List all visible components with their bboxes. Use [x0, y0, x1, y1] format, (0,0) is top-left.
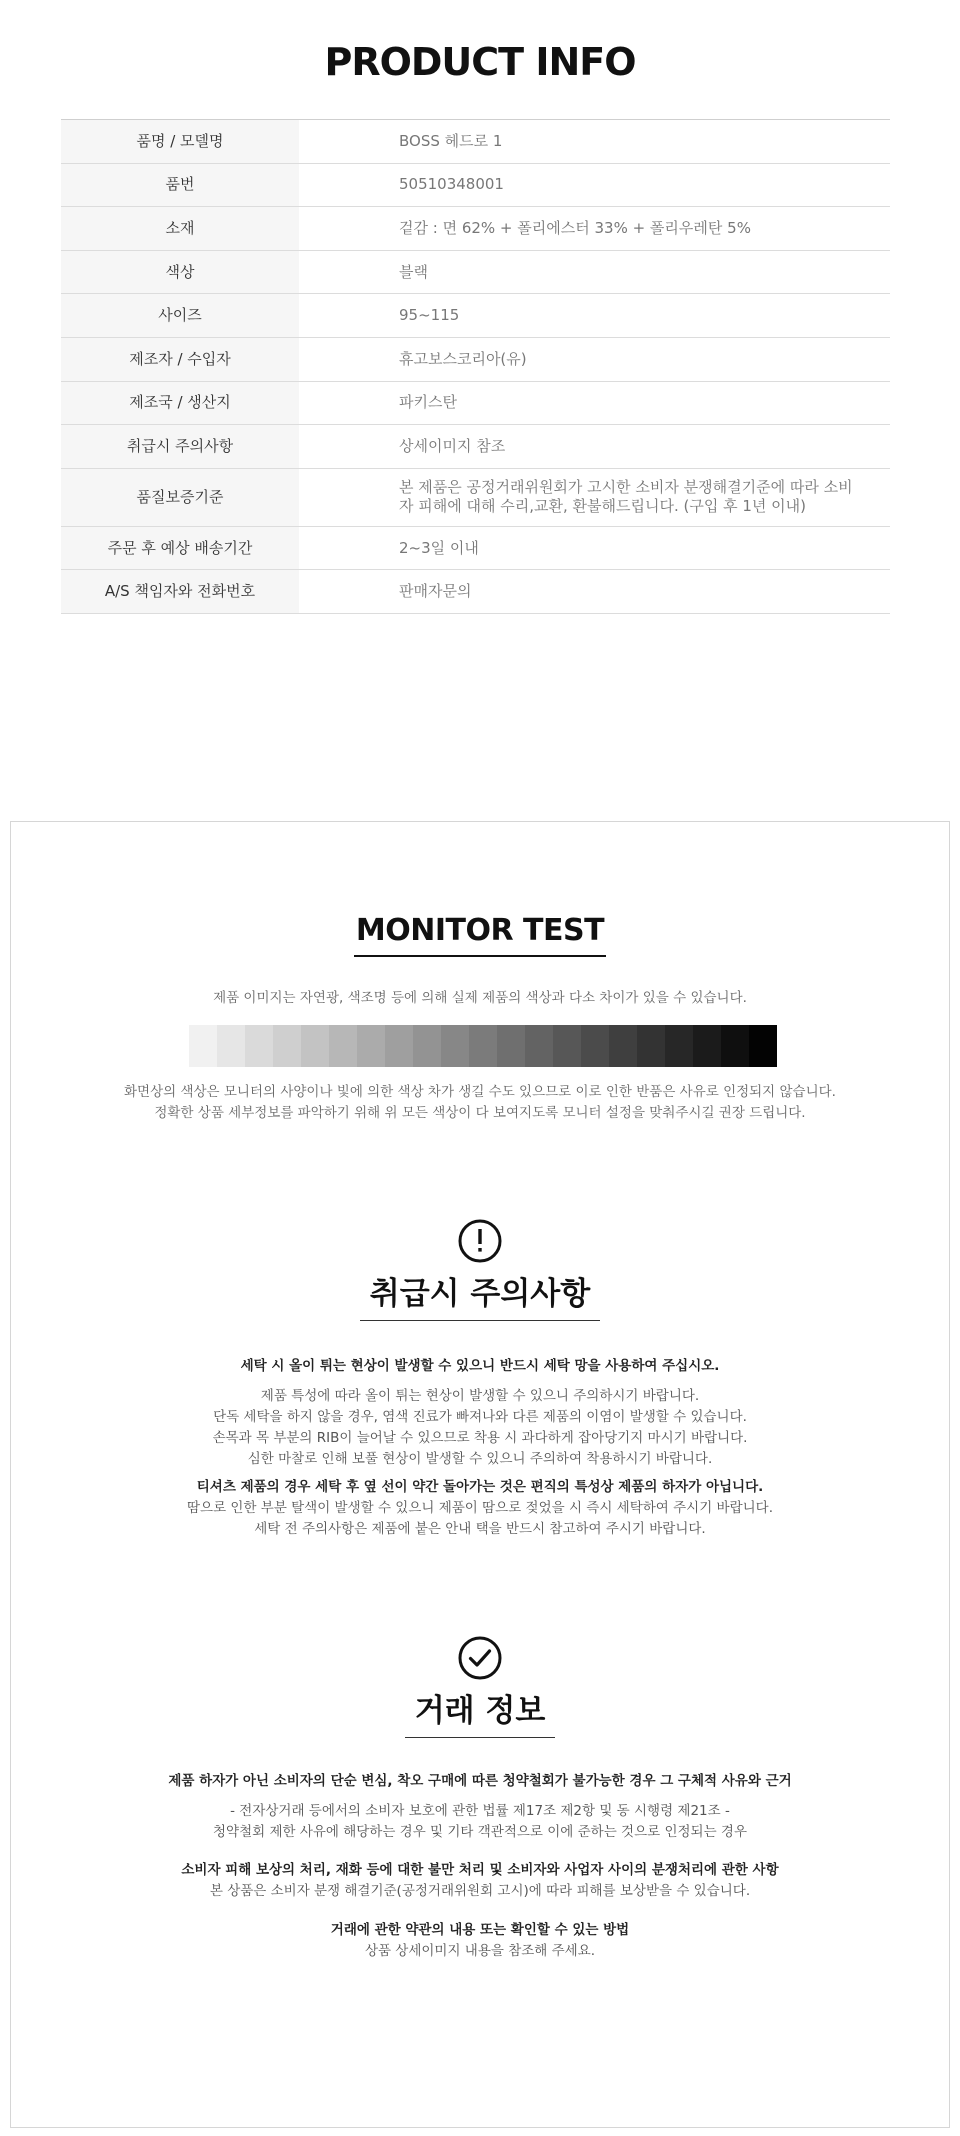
monitor-test-intro: 제품 이미지는 자연광, 색조명 등에 의해 실제 제품의 색상과 다소 차이가 있을 수 있습니다.: [213, 990, 747, 1006]
gray-swatch: [609, 1025, 637, 1067]
trade-bold-1: 제품 하자가 아닌 소비자의 단순 변심, 착오 구매에 따른 청약철회가 불가능한 경우 그 구체적 사유와 근거: [168, 1773, 792, 1789]
gray-swatch: [525, 1025, 553, 1067]
care-bold-1: 세탁 시 올이 튀는 현상이 발생할 수 있으니 반드시 세탁 망을 사용하여 주십시오.: [240, 1358, 720, 1374]
exclamation-circle-icon: [456, 1217, 504, 1265]
gray-swatch: [329, 1025, 357, 1067]
info-value: 겉감 : 면 62% + 폴리에스터 33% + 폴리우레탄 5%: [299, 207, 890, 251]
info-value: 휴고보스코리아(유): [299, 337, 890, 381]
info-value: 상세이미지 참조: [299, 425, 890, 469]
trade-line-4: 상품 상세이미지 내용을 참조해 주세요.: [364, 1943, 596, 1959]
trade-bold-2: 소비자 피해 보상의 처리, 재화 등에 대한 불만 처리 및 소비자와 사업자 사이의 분쟁처리에 관한 사항: [181, 1862, 779, 1878]
info-row: [61, 294, 890, 338]
care-title: 취급시 주의사항: [360, 1274, 600, 1321]
trade-line-1: - 전자상거래 등에서의 소비자 보호에 관한 법률 제17조 제2항 및 동 시행령 제21조 -: [230, 1803, 730, 1819]
gray-swatch: [749, 1025, 777, 1067]
monitor-test-title: MONITOR TEST: [354, 913, 606, 957]
info-row: [61, 163, 890, 207]
info-row: [61, 250, 890, 294]
care-line-4: 심한 마찰로 인해 보풀 현상이 발생할 수 있으니 주의하여 착용하시기 바랍니다.: [247, 1451, 713, 1467]
info-row: [61, 337, 890, 381]
info-value: 95~115: [299, 294, 890, 338]
gray-swatch: [385, 1025, 413, 1067]
info-value: 판매자문의: [299, 570, 890, 614]
gray-swatch: [301, 1025, 329, 1067]
gray-swatch: [665, 1025, 693, 1067]
gray-swatch: [721, 1025, 749, 1067]
info-value: 50510348001: [299, 163, 890, 207]
care-line-2: 단독 세탁을 하지 않을 경우, 염색 진료가 빠져나와 다른 제품의 이염이 발생할 수 있습니다.: [213, 1409, 747, 1425]
trade-title: 거래 정보: [405, 1691, 556, 1738]
gray-swatch: [217, 1025, 245, 1067]
info-value: 2~3일 이내: [299, 526, 890, 570]
grayscale-bar: [189, 1025, 777, 1067]
info-label: 취급시 주의사항: [61, 425, 299, 469]
gray-swatch: [189, 1025, 217, 1067]
care-line-5: 땀으로 인한 부분 탈색이 발생할 수 있으니 제품이 땀으로 젖었을 시 즉시 세탁하여 주시기 바랍니다.: [186, 1500, 773, 1516]
gray-swatch: [441, 1025, 469, 1067]
care-line-1: 제품 특성에 따라 올이 튀는 현상이 발생할 수 있으니 주의하시기 바랍니다.: [260, 1388, 700, 1404]
info-value: 본 제품은 공정거래위원회가 고시한 소비자 분쟁해결기준에 따라 소비자 피해에 대해 수리,교환, 환불해드립니다. (구입 후 1년 이내): [299, 468, 890, 526]
info-label: 제조자 / 수입자: [61, 337, 299, 381]
gray-swatch: [469, 1025, 497, 1067]
info-value: 블랙: [299, 250, 890, 294]
product-info-title: PRODUCT INFO: [324, 40, 636, 84]
gray-swatch: [693, 1025, 721, 1067]
monitor-note-1: 화면상의 색상은 모니터의 사양이나 빛에 의한 색상 차가 생길 수도 있으므로 이로 인한 반품은 사유로 인정되지 않습니다.: [124, 1084, 836, 1100]
info-label: 품질보증기준: [61, 468, 299, 526]
trade-line-2: 청약철회 제한 사유에 해당하는 경우 및 기타 객관적으로 이에 준하는 것으로 인정되는 경우: [212, 1824, 747, 1840]
gray-swatch: [637, 1025, 665, 1067]
gray-swatch: [581, 1025, 609, 1067]
gray-swatch: [357, 1025, 385, 1067]
info-panel: [10, 821, 950, 2128]
info-label: 품번: [61, 163, 299, 207]
gray-swatch: [245, 1025, 273, 1067]
info-label: 주문 후 예상 배송기간: [61, 526, 299, 570]
gray-swatch: [273, 1025, 301, 1067]
info-label: 색상: [61, 250, 299, 294]
info-label: 사이즈: [61, 294, 299, 338]
gray-swatch: [497, 1025, 525, 1067]
info-value: BOSS 헤드로 1: [299, 120, 890, 164]
info-label: A/S 책임자와 전화번호: [61, 570, 299, 614]
care-line-6: 세탁 전 주의사항은 제품에 붙은 안내 택을 반드시 참고하여 주시기 바랍니다.: [254, 1521, 706, 1537]
care-line-3: 손목과 목 부분의 RIB이 늘어날 수 있으므로 착용 시 과다하게 잡아당기지 마시기 바랍니다.: [212, 1430, 748, 1446]
info-row: [61, 425, 890, 469]
info-row: [61, 381, 890, 425]
info-row: [61, 207, 890, 251]
info-row: [61, 120, 890, 164]
gray-swatch: [413, 1025, 441, 1067]
gray-swatch: [553, 1025, 581, 1067]
care-bold-2: 티셔츠 제품의 경우 세탁 후 옆 선이 약간 돌아가는 것은 편직의 특성상 제품의 하자가 아닙니다.: [196, 1479, 764, 1495]
info-label: 제조국 / 생산지: [61, 381, 299, 425]
info-row: [61, 468, 890, 526]
trade-line-3: 본 상품은 소비자 분쟁 해결기준(공정거래위원회 고시)에 따라 피해를 보상받을 수 있습니다.: [209, 1883, 751, 1899]
info-row: [61, 526, 890, 570]
info-value: 파키스탄: [299, 381, 890, 425]
info-row: [61, 570, 890, 614]
product-info-table: [61, 119, 890, 614]
info-label: 품명 / 모델명: [61, 120, 299, 164]
check-circle-icon: [456, 1634, 504, 1682]
trade-bold-3: 거래에 관한 약관의 내용 또는 확인할 수 있는 방법: [330, 1922, 630, 1938]
info-label: 소재: [61, 207, 299, 251]
monitor-note-2: 정확한 상품 세부정보를 파악하기 위해 위 모든 색상이 다 보여지도록 모니터 설정을 맞춰주시길 권장 드립니다.: [154, 1105, 806, 1121]
